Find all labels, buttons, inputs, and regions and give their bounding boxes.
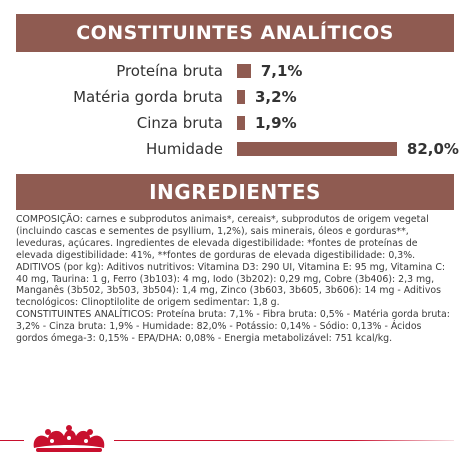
royal-canin-crown-icon bbox=[28, 424, 110, 454]
additives-paragraph: ADITIVOS (por kg): Aditivos nutritivos: Vitamina D3: 290 UI, Vitamina E: 95 mg, Vitamina C: 40 mg, Taurina: 1 g, Ferro (3b103): 4 mg, Iodo (3b202): 0,29 mg, Cobre (3b406): 2,3 mg, Manganês (3b502, 3b503, 3b504): 1,4 mg, Zinco (3b603, 3b605, 3b606): 14 mg - Aditivos tecnológicos: Clinoptilolite de origem sedimentar: 1,8 g. bbox=[16, 261, 446, 309]
bar-label: Proteína bruta bbox=[116, 62, 223, 80]
bar-fill bbox=[237, 116, 245, 130]
footer-rule-left bbox=[0, 440, 24, 441]
ingredients-text-block bbox=[16, 214, 456, 345]
analytics-title: CONSTITUINTES ANALÍTICOS bbox=[76, 22, 394, 44]
bar-fill bbox=[237, 142, 397, 156]
bar-value: 3,2% bbox=[255, 88, 297, 106]
bar-value: 82,0% bbox=[406, 140, 459, 158]
footer-rule-right bbox=[114, 440, 454, 441]
bar-value: 1,9% bbox=[255, 114, 297, 132]
bar-fill bbox=[237, 90, 245, 104]
bar-value: 7,1% bbox=[260, 62, 303, 80]
bar-label: Matéria gorda bruta bbox=[73, 88, 223, 106]
bar-row-ash bbox=[0, 112, 470, 134]
bar-row-fat bbox=[0, 86, 470, 108]
bar-label: Cinza bruta bbox=[136, 114, 223, 132]
bar-row-moisture bbox=[0, 138, 470, 160]
analytics-title-banner bbox=[16, 14, 454, 52]
ingredients-title: INGREDIENTES bbox=[149, 180, 321, 204]
bar-label: Humidade bbox=[145, 140, 223, 158]
bar-row-protein bbox=[0, 60, 470, 82]
analytical-paragraph: CONSTITUINTES ANALÍTICOS: Proteína bruta: 7,1% - Fibra bruta: 0,5% - Matéria gorda bruta: 3,2% - Cinza bruta: 1,9% - Humidade: 82,0% - Potássio: 0,14% - Sódio: 0,13% - Ácidos gordos ómega-3: 0,15% - EPA/DHA: 0,08% - Energia metabolizável: 751 kcal/kg. bbox=[16, 309, 450, 345]
composition-paragraph: COMPOSIÇÃO: carnes e subprodutos animais*, cereais*, subprodutos de origem vegetal (incluindo cascas e sementes de psyllium, 1,2%), sais minerais, óleos e gorduras**, leveduras, açúcares. Ingredientes de elevada digestibilidade: *fontes de proteínas de elevada digestibilidade: 41%, **fontes de gorduras de elevada digestibilidade: 0,3%. bbox=[16, 214, 429, 261]
ingredients-title-banner bbox=[16, 174, 454, 210]
bar-fill bbox=[237, 64, 251, 78]
